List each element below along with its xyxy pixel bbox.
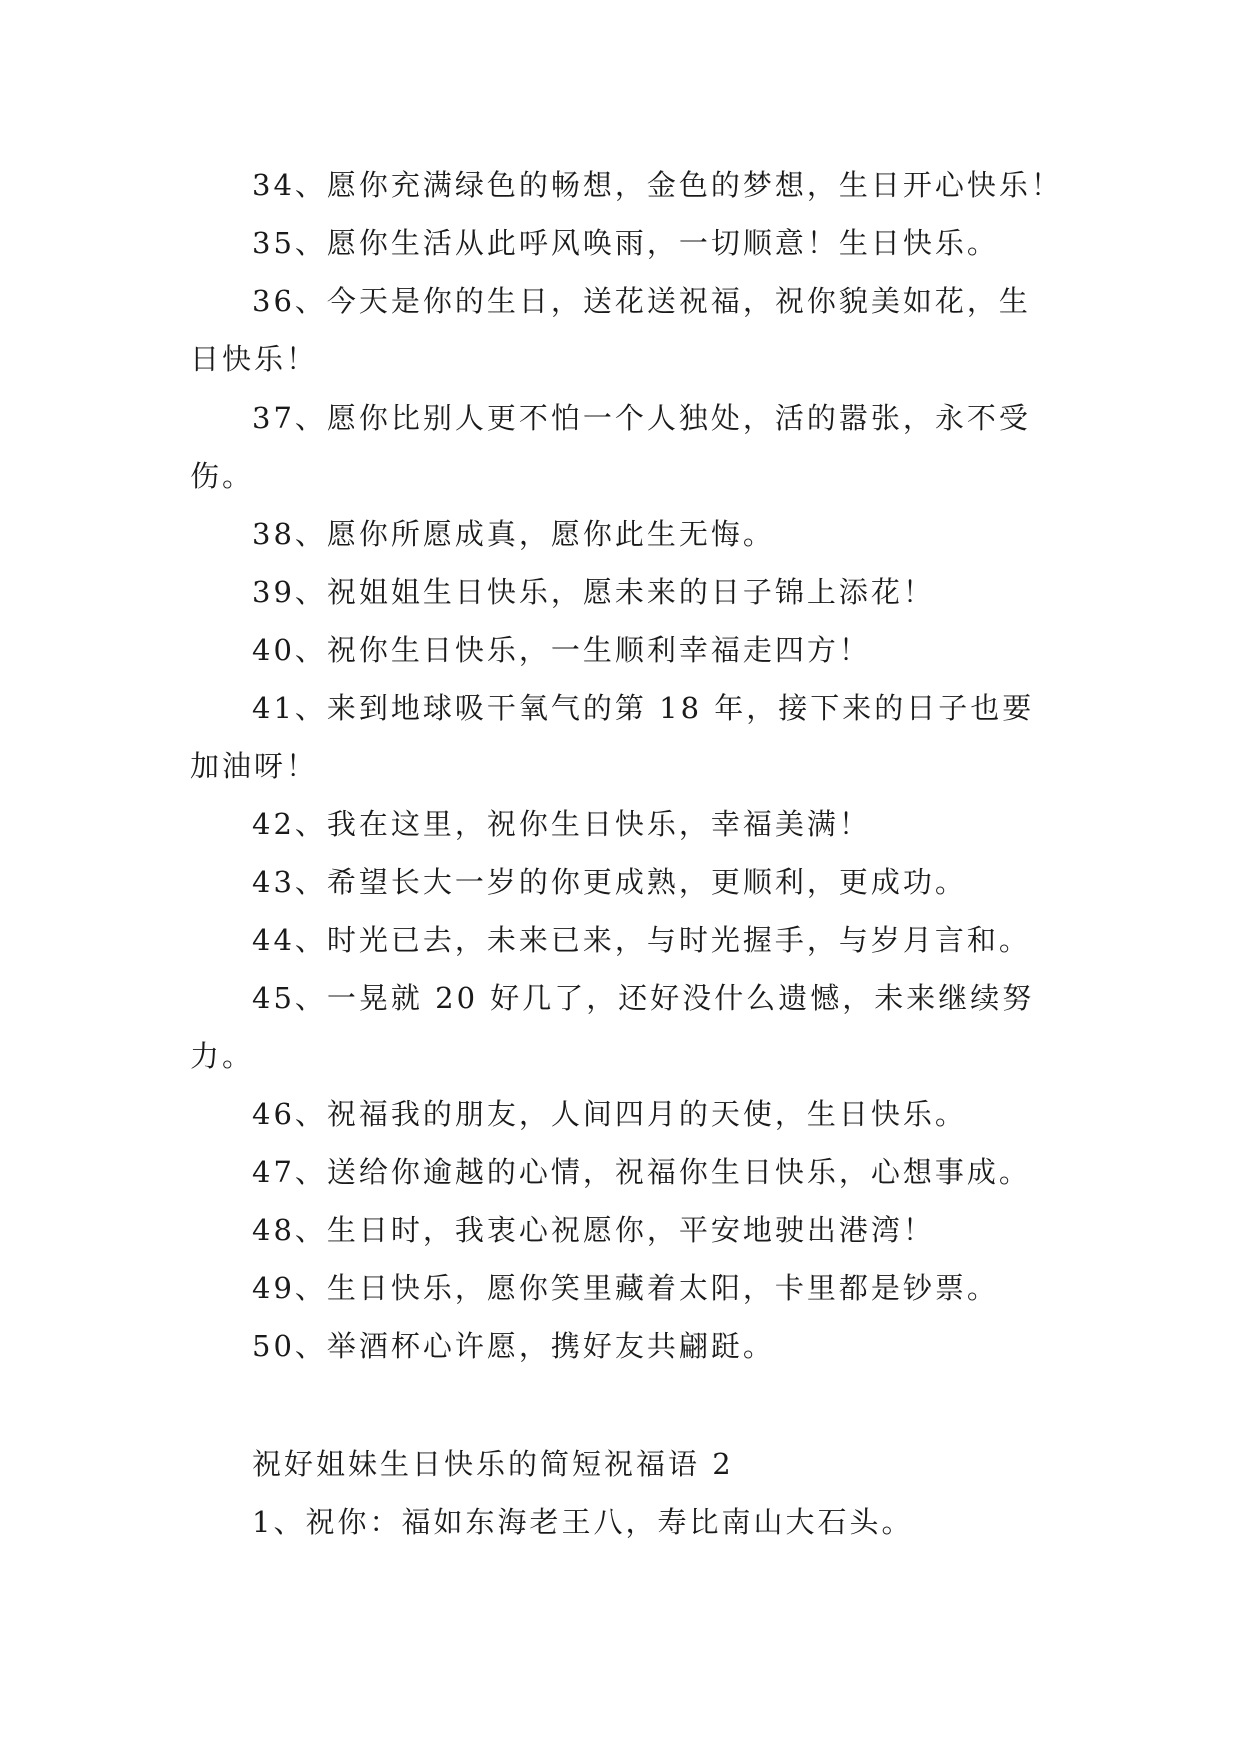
wish-34: 34、愿你充满绿色的畅想，金色的梦想，生日开心快乐！	[252, 168, 1063, 202]
wish-36: 36、今天是你的生日，送花送祝福，祝你貌美如花，生	[252, 284, 1031, 318]
wish-40: 40、祝你生日快乐，一生顺利幸福走四方！	[252, 633, 871, 667]
wish-1: 1、祝你：福如东海老王八，寿比南山大石头。	[252, 1505, 914, 1539]
wish-50: 50、举酒杯心许愿，携好友共翩跹。	[252, 1329, 775, 1363]
wish-43: 43、希望长大一岁的你更成熟，更顺利，更成功。	[252, 865, 967, 899]
wish-37-continued: 伤。	[190, 459, 255, 493]
wish-49: 49、生日快乐，愿你笑里藏着太阳，卡里都是钞票。	[252, 1271, 999, 1305]
wish-39: 39、祝姐姐生日快乐，愿未来的日子锦上添花！	[252, 575, 935, 609]
wish-42: 42、我在这里，祝你生日快乐，幸福美满！	[252, 807, 871, 841]
wish-37: 37、愿你比别人更不怕一个人独处，活的嚣张，永不受	[252, 401, 1031, 435]
wish-45-continued: 力。	[190, 1039, 255, 1073]
wish-36-continued: 日快乐！	[190, 342, 319, 376]
wish-48: 48、生日时，我衷心祝愿你，平安地驶出港湾！	[252, 1213, 935, 1247]
wish-35: 35、愿你生活从此呼风唤雨，一切顺意！生日快乐。	[252, 226, 999, 260]
wish-47: 47、送给你逾越的心情，祝福你生日快乐，心想事成。	[252, 1155, 1031, 1189]
wish-44: 44、时光已去，未来已来，与时光握手，与岁月言和。	[252, 923, 1031, 957]
wish-41: 41、来到地球吸干氧气的第 18 年，接下来的日子也要	[252, 691, 1035, 725]
wish-38: 38、愿你所愿成真，愿你此生无悔。	[252, 517, 775, 551]
wish-45: 45、一晃就 20 好几了，还好没什么遗憾，未来继续努	[252, 981, 1035, 1015]
section-heading: 祝好姐妹生日快乐的简短祝福语 2	[252, 1447, 734, 1481]
wish-41-continued: 加油呀！	[190, 749, 319, 783]
wish-46: 46、祝福我的朋友，人间四月的天使，生日快乐。	[252, 1097, 967, 1131]
